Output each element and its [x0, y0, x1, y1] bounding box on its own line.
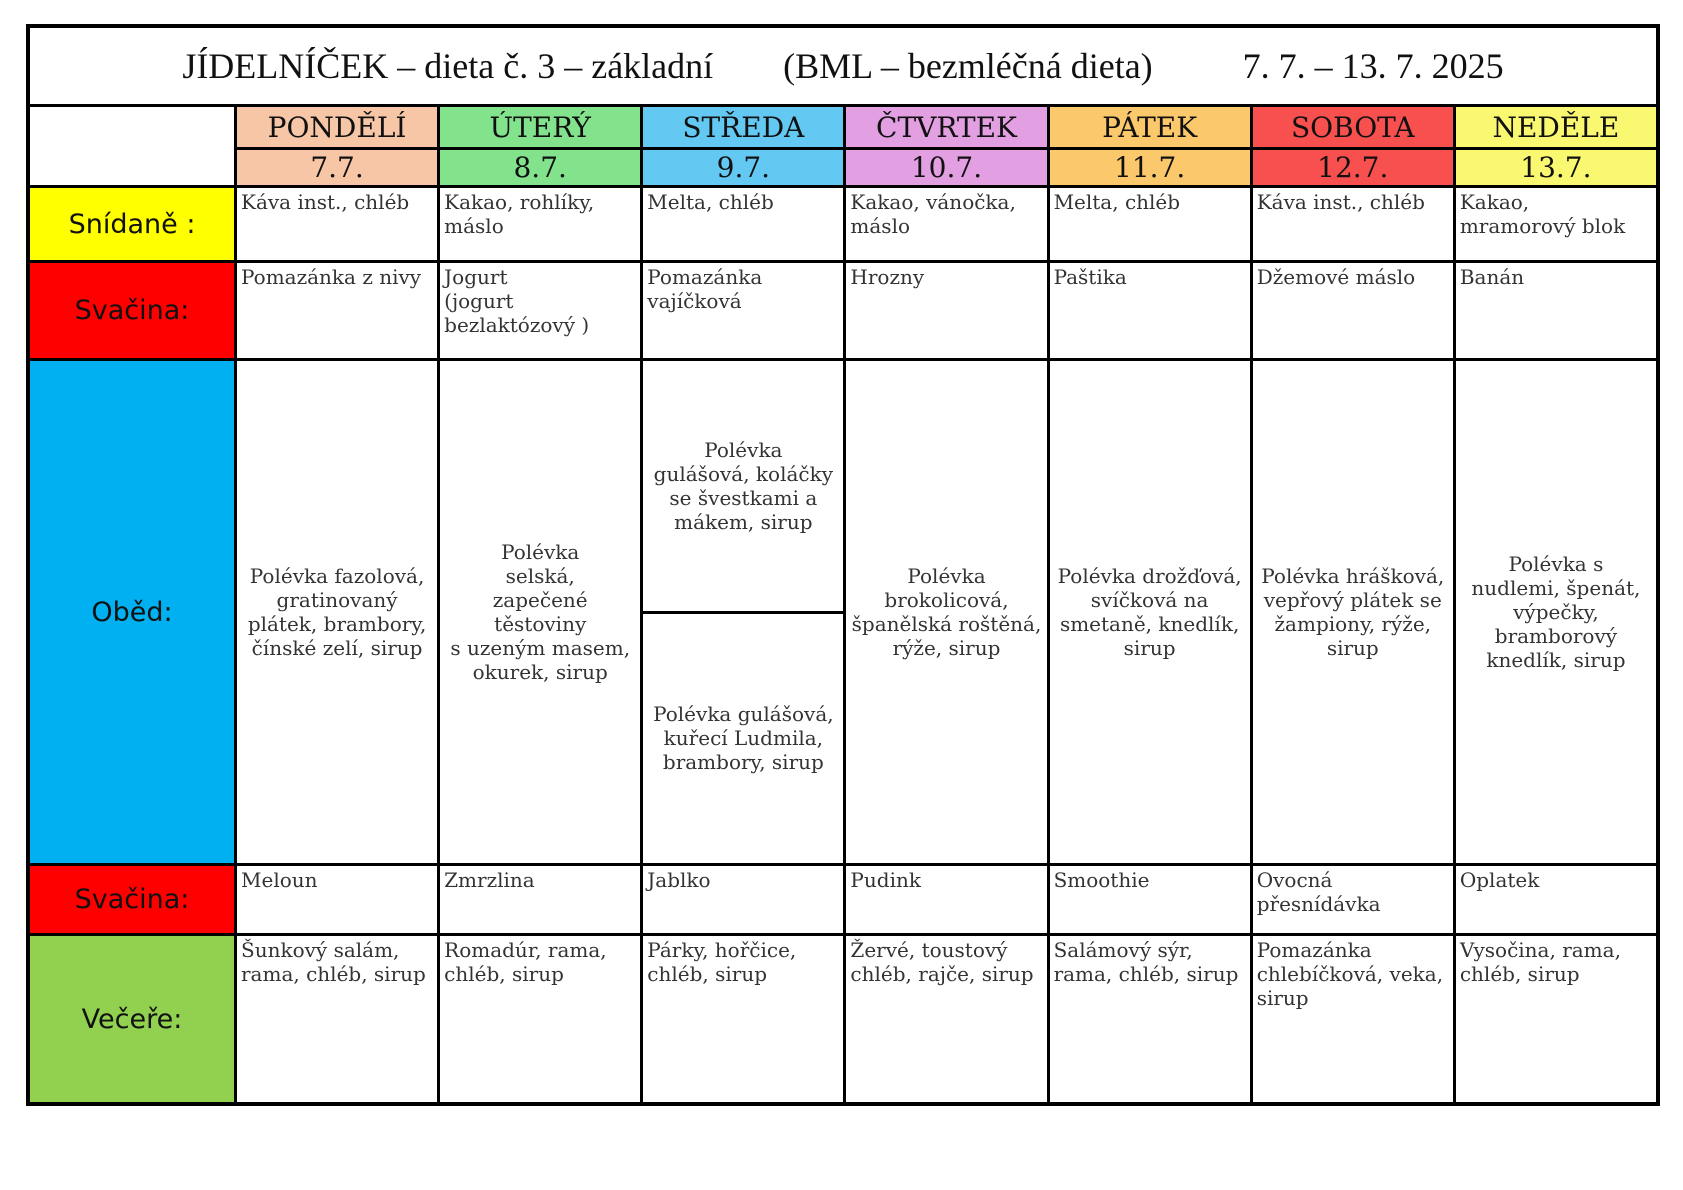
- menu-table: [26, 24, 1660, 1106]
- menu-title: [30, 28, 1656, 104]
- svacina1-saturday: Džemové máslo: [1253, 263, 1453, 358]
- day-date-tuesday: 8.7.: [440, 150, 640, 185]
- vecere-thursday: Žervé, toustový chléb, rajče, sirup: [846, 936, 1046, 1102]
- vecere-friday: Salámový sýr, rama, chléb, sirup: [1050, 936, 1250, 1102]
- day-name-wednesday: STŘEDA: [643, 107, 843, 147]
- vecere-tuesday: Romadúr, rama, chléb, sirup: [440, 936, 640, 1102]
- day-name-saturday: SOBOTA: [1253, 107, 1453, 147]
- snidane-thursday: Kakao, vánočka, máslo: [846, 188, 1046, 260]
- day-name-thursday: ČTVRTEK: [846, 107, 1046, 147]
- obed-saturday: Polévka hrášková, vepřový plátek se žampiony, rýže, sirup: [1253, 361, 1453, 863]
- svacina2-sunday: Oplatek: [1456, 866, 1656, 933]
- obed-monday: Polévka fazolová, gratinovaný plátek, brambory, čínské zelí, sirup: [237, 361, 437, 863]
- title-diet: (BML – bezmléčná dieta): [783, 46, 1153, 86]
- svacina1-friday: Paštika: [1050, 263, 1250, 358]
- svacina1-sunday: Banán: [1456, 263, 1656, 358]
- obed-friday: Polévka drožďová, svíčková na smetaně, knedlík, sirup: [1050, 361, 1250, 863]
- obed-sunday: Polévka s nudlemi, špenát, výpečky, bramborový knedlík, sirup: [1456, 361, 1656, 863]
- snidane-friday: Melta, chléb: [1050, 188, 1250, 260]
- row-label-vecere: Večeře:: [30, 936, 234, 1102]
- svacina2-friday: Smoothie: [1050, 866, 1250, 933]
- snidane-tuesday: Kakao, rohlíky, máslo: [440, 188, 640, 260]
- day-name-monday: PONDĚLÍ: [237, 107, 437, 147]
- day-date-monday: 7.7.: [237, 150, 437, 185]
- row-label-obed: Oběd:: [30, 361, 234, 863]
- obed-wednesday-option-2: Polévka gulášová, kuřecí Ludmila, brambory, sirup: [643, 614, 843, 864]
- day-name-friday: PÁTEK: [1050, 107, 1250, 147]
- vecere-saturday: Pomazánka chlebíčková, veka, sirup: [1253, 936, 1453, 1102]
- day-date-sunday: 13.7.: [1456, 150, 1656, 185]
- day-date-wednesday: 9.7.: [643, 150, 843, 185]
- obed-thursday: Polévka brokolicová, španělská roštěná, rýže, sirup: [846, 361, 1046, 863]
- svacina1-monday: Pomazánka z nivy: [237, 263, 437, 358]
- svacina2-thursday: Pudink: [846, 866, 1046, 933]
- day-name-sunday: NEDĚLE: [1456, 107, 1656, 147]
- svacina1-wednesday: Pomazánka vajíčková: [643, 263, 843, 358]
- snidane-monday: Káva inst., chléb: [237, 188, 437, 260]
- svacina1-thursday: Hrozny: [846, 263, 1046, 358]
- vecere-sunday: Vysočina, rama, chléb, sirup: [1456, 936, 1656, 1102]
- day-name-tuesday: ÚTERÝ: [440, 107, 640, 147]
- row-label-snidane: Snídaně :: [30, 188, 234, 260]
- obed-wednesday-option-1: Polévka gulášová, koláčky se švestkami a mákem, sirup: [643, 361, 843, 611]
- day-date-friday: 11.7.: [1050, 150, 1250, 185]
- day-date-saturday: 12.7.: [1253, 150, 1453, 185]
- title-date-range: 7. 7. – 13. 7. 2025: [1242, 46, 1504, 86]
- snidane-wednesday: Melta, chléb: [643, 188, 843, 260]
- snidane-saturday: Káva inst., chléb: [1253, 188, 1453, 260]
- vecere-wednesday: Párky, hořčice, chléb, sirup: [643, 936, 843, 1102]
- title-main: JÍDELNÍČEK – dieta č. 3 – základní: [182, 46, 714, 86]
- obed-tuesday: Polévka selská, zapečené těstoviny s uzeným masem, okurek, sirup: [440, 361, 640, 863]
- day-date-thursday: 10.7.: [846, 150, 1046, 185]
- obed-wednesday: [643, 361, 843, 863]
- row-label-svacina-morning: Svačina:: [30, 263, 234, 358]
- svacina2-saturday: Ovocná přesnídávka: [1253, 866, 1453, 933]
- svacina2-wednesday: Jablko: [643, 866, 843, 933]
- row-label-svacina-afternoon: Svačina:: [30, 866, 234, 933]
- svacina1-tuesday: Jogurt (jogurt bezlaktózový ): [440, 263, 640, 358]
- snidane-sunday: Kakao, mramorový blok: [1456, 188, 1656, 260]
- vecere-monday: Šunkový salám, rama, chléb, sirup: [237, 936, 437, 1102]
- svacina2-monday: Meloun: [237, 866, 437, 933]
- header-corner: [30, 107, 234, 185]
- svacina2-tuesday: Zmrzlina: [440, 866, 640, 933]
